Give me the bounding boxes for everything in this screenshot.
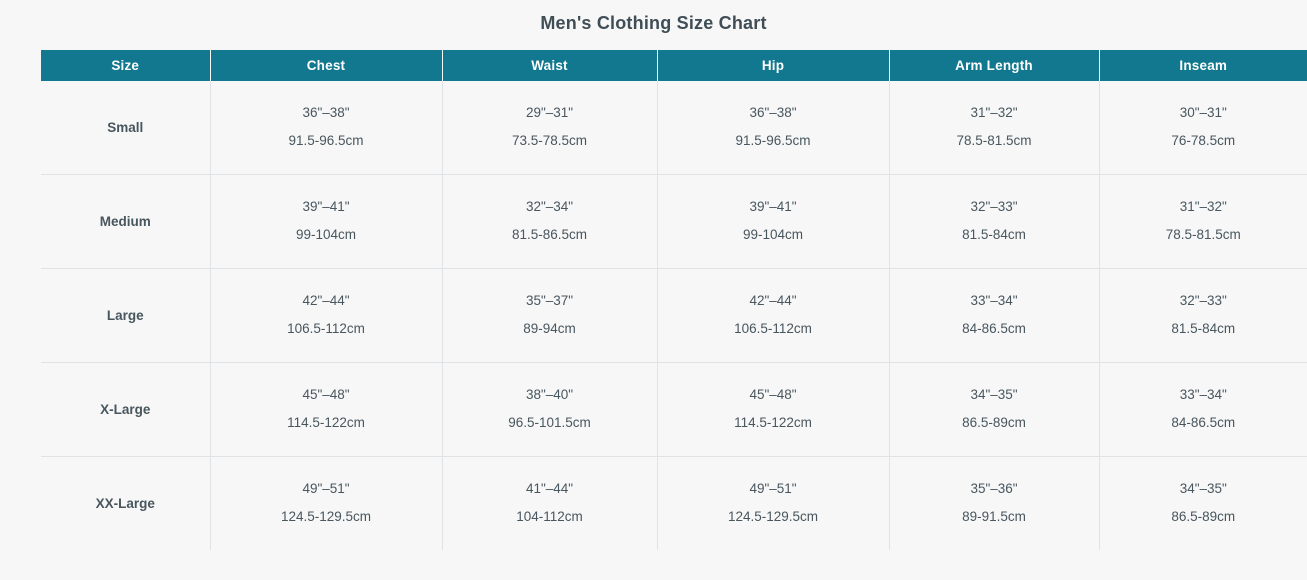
cell-arm-length bbox=[889, 81, 1099, 175]
value-centimeters: 91.5-96.5cm bbox=[288, 133, 364, 148]
column-header-arm-length: Arm Length bbox=[889, 50, 1099, 81]
value-centimeters: 81.5-86.5cm bbox=[511, 227, 588, 242]
cell-arm-length bbox=[889, 175, 1099, 269]
value-centimeters: 124.5-129.5cm bbox=[280, 509, 372, 524]
value-centimeters: 81.5-84cm bbox=[962, 227, 1026, 242]
value-inches: 34"–35" bbox=[1179, 481, 1227, 497]
value-inches: 36"–38" bbox=[749, 105, 797, 121]
value-centimeters: 84-86.5cm bbox=[1171, 415, 1236, 430]
value-centimeters: 99-104cm bbox=[295, 227, 357, 242]
value-centimeters: 114.5-122cm bbox=[734, 415, 812, 430]
value-centimeters: 76-78.5cm bbox=[1171, 133, 1236, 148]
table-header-row bbox=[41, 50, 1307, 81]
value-centimeters: 86.5-89cm bbox=[962, 415, 1026, 430]
column-header-hip: Hip bbox=[657, 50, 889, 81]
value-inches: 45"–48" bbox=[302, 387, 350, 403]
table-header bbox=[41, 50, 1307, 81]
table-body bbox=[41, 81, 1307, 550]
table-row bbox=[41, 81, 1307, 175]
value-inches: 29"–31" bbox=[525, 105, 574, 121]
value-inches: 42"–44" bbox=[302, 293, 350, 309]
value-inches: 42"–44" bbox=[749, 293, 797, 309]
value-centimeters: 104-112cm bbox=[516, 509, 583, 524]
cell-inseam bbox=[1099, 81, 1307, 175]
value-inches: 39"–41" bbox=[749, 199, 797, 215]
value-centimeters: 89-94cm bbox=[523, 321, 576, 336]
table-row bbox=[41, 175, 1307, 269]
cell-size: Small bbox=[41, 81, 210, 175]
value-centimeters: 73.5-78.5cm bbox=[511, 133, 588, 148]
cell-hip bbox=[657, 457, 889, 551]
value-centimeters: 78.5-81.5cm bbox=[956, 133, 1032, 148]
cell-size: Large bbox=[41, 269, 210, 363]
value-inches: 49"–51" bbox=[749, 481, 797, 497]
value-centimeters: 106.5-112cm bbox=[734, 321, 812, 336]
size-chart-table bbox=[41, 50, 1307, 550]
value-inches: 33"–34" bbox=[1179, 387, 1227, 403]
value-centimeters: 114.5-122cm bbox=[287, 415, 365, 430]
column-header-inseam: Inseam bbox=[1099, 50, 1307, 81]
cell-arm-length bbox=[889, 269, 1099, 363]
column-header-chest: Chest bbox=[210, 50, 442, 81]
value-inches: 35"–37" bbox=[525, 293, 574, 309]
value-inches: 38"–40" bbox=[525, 387, 574, 403]
table-row bbox=[41, 269, 1307, 363]
column-header-size: Size bbox=[41, 50, 210, 81]
value-centimeters: 78.5-81.5cm bbox=[1165, 227, 1241, 242]
value-inches: 33"–34" bbox=[970, 293, 1018, 309]
value-inches: 45"–48" bbox=[749, 387, 797, 403]
value-centimeters: 84-86.5cm bbox=[962, 321, 1026, 336]
value-centimeters: 124.5-129.5cm bbox=[727, 509, 819, 524]
cell-waist bbox=[442, 457, 657, 551]
value-inches: 32"–33" bbox=[970, 199, 1018, 215]
cell-arm-length bbox=[889, 363, 1099, 457]
cell-hip bbox=[657, 175, 889, 269]
size-chart-table-container bbox=[41, 50, 1307, 550]
cell-chest bbox=[210, 363, 442, 457]
cell-size: Medium bbox=[41, 175, 210, 269]
value-centimeters: 86.5-89cm bbox=[1171, 509, 1236, 524]
column-header-waist: Waist bbox=[442, 50, 657, 81]
cell-inseam bbox=[1099, 269, 1307, 363]
value-inches: 36"–38" bbox=[302, 105, 350, 121]
cell-inseam bbox=[1099, 363, 1307, 457]
value-inches: 39"–41" bbox=[302, 199, 350, 215]
page-title: Men's Clothing Size Chart bbox=[540, 13, 767, 33]
table-row bbox=[41, 457, 1307, 551]
cell-hip bbox=[657, 81, 889, 175]
value-inches: 49"–51" bbox=[302, 481, 350, 497]
value-inches: 34"–35" bbox=[970, 387, 1018, 403]
cell-chest bbox=[210, 81, 442, 175]
value-centimeters: 81.5-84cm bbox=[1171, 321, 1236, 336]
value-centimeters: 106.5-112cm bbox=[287, 321, 365, 336]
cell-chest bbox=[210, 269, 442, 363]
cell-waist bbox=[442, 269, 657, 363]
cell-size: XX-Large bbox=[41, 457, 210, 551]
cell-inseam bbox=[1099, 175, 1307, 269]
value-centimeters: 96.5-101.5cm bbox=[508, 415, 591, 430]
cell-chest bbox=[210, 457, 442, 551]
cell-size: X-Large bbox=[41, 363, 210, 457]
value-inches: 32"–34" bbox=[525, 199, 574, 215]
cell-hip bbox=[657, 269, 889, 363]
value-inches: 30"–31" bbox=[1179, 105, 1227, 121]
cell-waist bbox=[442, 81, 657, 175]
value-inches: 31"–32" bbox=[970, 105, 1018, 121]
cell-inseam bbox=[1099, 457, 1307, 551]
value-inches: 41"–44" bbox=[525, 481, 574, 497]
cell-hip bbox=[657, 363, 889, 457]
value-centimeters: 99-104cm bbox=[742, 227, 804, 242]
value-inches: 32"–33" bbox=[1179, 293, 1227, 309]
value-centimeters: 89-91.5cm bbox=[962, 509, 1026, 524]
cell-waist bbox=[442, 363, 657, 457]
value-inches: 31"–32" bbox=[1179, 199, 1227, 215]
cell-arm-length bbox=[889, 457, 1099, 551]
value-inches: 35"–36" bbox=[970, 481, 1018, 497]
cell-chest bbox=[210, 175, 442, 269]
table-row bbox=[41, 363, 1307, 457]
cell-waist bbox=[442, 175, 657, 269]
value-centimeters: 91.5-96.5cm bbox=[735, 133, 811, 148]
